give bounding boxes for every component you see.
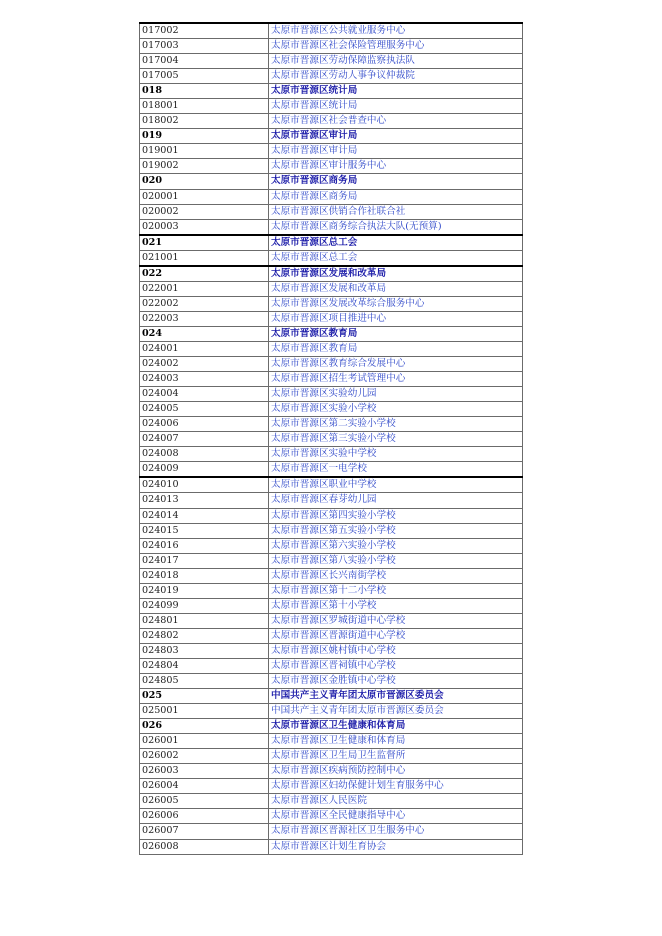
unit-name-cell: 太原市晋源区计划生育协会 <box>269 839 523 854</box>
table-row <box>140 493 523 508</box>
table-body <box>140 23 523 854</box>
department-header-row <box>140 689 523 704</box>
unit-name-cell: 太原市晋源区长兴南街学校 <box>269 568 523 583</box>
unit-code-cell: 021 <box>140 235 269 251</box>
unit-code-cell: 018002 <box>140 114 269 129</box>
table-row <box>140 387 523 402</box>
unit-name-cell: 太原市晋源区项目推进中心 <box>269 311 523 326</box>
table-row <box>140 809 523 824</box>
department-header-row <box>140 84 523 99</box>
table-row <box>140 658 523 673</box>
unit-name-cell: 太原市晋源区总工会 <box>269 250 523 266</box>
unit-code-cell: 019 <box>140 129 269 144</box>
unit-name-cell: 太原市晋源区第十二小学校 <box>269 583 523 598</box>
table-row <box>140 764 523 779</box>
unit-name-cell: 太原市晋源区第三实验小学校 <box>269 432 523 447</box>
unit-code-cell: 024015 <box>140 523 269 538</box>
unit-name-cell: 太原市晋源区社会保险管理服务中心 <box>269 39 523 54</box>
table-row <box>140 508 523 523</box>
unit-code-cell: 024 <box>140 326 269 341</box>
unit-name-cell: 太原市晋源区教育综合发展中心 <box>269 357 523 372</box>
department-header-row <box>140 326 523 341</box>
unit-name-cell: 太原市晋源区晋祠镇中心学校 <box>269 658 523 673</box>
unit-name-cell: 太原市晋源区一电学校 <box>269 462 523 478</box>
unit-code-table <box>139 22 523 855</box>
department-header-row <box>140 174 523 189</box>
department-header-row <box>140 719 523 734</box>
table-row <box>140 159 523 174</box>
table-row <box>140 613 523 628</box>
unit-name-cell: 太原市晋源区实验小学校 <box>269 402 523 417</box>
unit-code-cell: 024004 <box>140 387 269 402</box>
table-row <box>140 417 523 432</box>
unit-code-cell: 017003 <box>140 39 269 54</box>
unit-name-cell: 太原市晋源区第五实验小学校 <box>269 523 523 538</box>
unit-code-cell: 026005 <box>140 794 269 809</box>
unit-name-cell: 太原市晋源区卫生健康和体育局 <box>269 719 523 734</box>
unit-code-cell: 024008 <box>140 447 269 462</box>
unit-name-cell: 太原市晋源区发展改革综合服务中心 <box>269 296 523 311</box>
unit-name-cell: 太原市晋源区姚村镇中心学校 <box>269 643 523 658</box>
table-row <box>140 54 523 69</box>
unit-code-cell: 019002 <box>140 159 269 174</box>
unit-code-cell: 017002 <box>140 23 269 39</box>
unit-code-cell: 024001 <box>140 341 269 356</box>
unit-code-cell: 024802 <box>140 628 269 643</box>
unit-code-cell: 022001 <box>140 281 269 296</box>
unit-name-cell: 太原市晋源区统计局 <box>269 84 523 99</box>
unit-code-cell: 024006 <box>140 417 269 432</box>
unit-code-cell: 026001 <box>140 734 269 749</box>
unit-code-cell: 017005 <box>140 69 269 84</box>
unit-code-cell: 024801 <box>140 613 269 628</box>
unit-name-cell: 太原市晋源区公共就业服务中心 <box>269 23 523 39</box>
unit-code-cell: 024014 <box>140 508 269 523</box>
unit-code-cell: 025001 <box>140 704 269 719</box>
table-row <box>140 749 523 764</box>
unit-code-cell: 026003 <box>140 764 269 779</box>
unit-code-cell: 020 <box>140 174 269 189</box>
department-header-row <box>140 266 523 282</box>
table-row <box>140 372 523 387</box>
unit-name-cell: 太原市晋源区审计局 <box>269 129 523 144</box>
unit-code-cell: 018 <box>140 84 269 99</box>
unit-name-cell: 太原市晋源区审计服务中心 <box>269 159 523 174</box>
unit-name-cell: 中国共产主义青年团太原市晋源区委员会 <box>269 704 523 719</box>
unit-name-cell: 太原市晋源区商务局 <box>269 174 523 189</box>
table-row <box>140 69 523 84</box>
table-row <box>140 311 523 326</box>
unit-code-cell: 024013 <box>140 493 269 508</box>
unit-name-cell: 太原市晋源区第六实验小学校 <box>269 538 523 553</box>
table-row <box>140 583 523 598</box>
unit-name-cell: 太原市晋源区金胜镇中心学校 <box>269 674 523 689</box>
unit-code-cell: 020001 <box>140 189 269 204</box>
table-row <box>140 189 523 204</box>
unit-code-cell: 020002 <box>140 204 269 219</box>
unit-name-cell: 太原市晋源区审计局 <box>269 144 523 159</box>
table-row <box>140 824 523 839</box>
unit-code-cell: 024805 <box>140 674 269 689</box>
table-row <box>140 114 523 129</box>
unit-code-cell: 024002 <box>140 357 269 372</box>
table-row <box>140 643 523 658</box>
unit-code-cell: 018001 <box>140 99 269 114</box>
unit-name-cell: 太原市晋源区第十小学校 <box>269 598 523 613</box>
unit-name-cell: 太原市晋源区实验幼儿园 <box>269 387 523 402</box>
unit-code-cell: 022 <box>140 266 269 282</box>
unit-name-cell: 太原市晋源区教育局 <box>269 341 523 356</box>
unit-name-cell: 太原市晋源区晋源社区卫生服务中心 <box>269 824 523 839</box>
table-row <box>140 99 523 114</box>
unit-name-cell: 太原市晋源区职业中学校 <box>269 477 523 493</box>
unit-name-cell: 太原市晋源区第八实验小学校 <box>269 553 523 568</box>
table-row <box>140 628 523 643</box>
department-header-row <box>140 129 523 144</box>
unit-name-cell: 太原市晋源区罗城街道中心学校 <box>269 613 523 628</box>
unit-name-cell: 太原市晋源区总工会 <box>269 235 523 251</box>
unit-name-cell: 太原市晋源区商务局 <box>269 189 523 204</box>
unit-code-cell: 024010 <box>140 477 269 493</box>
unit-code-cell: 024003 <box>140 372 269 387</box>
unit-code-cell: 026 <box>140 719 269 734</box>
table-row <box>140 296 523 311</box>
unit-code-cell: 026004 <box>140 779 269 794</box>
unit-name-cell: 太原市晋源区第二实验小学校 <box>269 417 523 432</box>
unit-code-cell: 024007 <box>140 432 269 447</box>
table-row <box>140 598 523 613</box>
unit-name-cell: 太原市晋源区人民医院 <box>269 794 523 809</box>
unit-code-cell: 026007 <box>140 824 269 839</box>
unit-code-cell: 021001 <box>140 250 269 266</box>
table-row <box>140 734 523 749</box>
unit-name-cell: 太原市晋源区第四实验小学校 <box>269 508 523 523</box>
unit-code-cell: 020003 <box>140 219 269 235</box>
unit-name-cell: 太原市晋源区社会普查中心 <box>269 114 523 129</box>
unit-code-cell: 026002 <box>140 749 269 764</box>
table-row <box>140 568 523 583</box>
table-row <box>140 23 523 39</box>
table-row <box>140 553 523 568</box>
unit-name-cell: 太原市晋源区教育局 <box>269 326 523 341</box>
unit-name-cell: 太原市晋源区妇幼保健计划生育服务中心 <box>269 779 523 794</box>
table-row <box>140 447 523 462</box>
unit-name-cell: 太原市晋源区劳动保障监察执法队 <box>269 54 523 69</box>
unit-name-cell: 太原市晋源区招生考试管理中心 <box>269 372 523 387</box>
unit-code-cell: 026006 <box>140 809 269 824</box>
table-row <box>140 538 523 553</box>
table-row <box>140 462 523 478</box>
table-row <box>140 204 523 219</box>
table-row <box>140 39 523 54</box>
table-row <box>140 402 523 417</box>
department-header-row <box>140 235 523 251</box>
unit-code-cell: 022002 <box>140 296 269 311</box>
unit-code-cell: 024016 <box>140 538 269 553</box>
table-row <box>140 477 523 493</box>
unit-name-cell: 太原市晋源区疾病预防控制中心 <box>269 764 523 779</box>
table-row <box>140 281 523 296</box>
table-row <box>140 794 523 809</box>
table-row <box>140 523 523 538</box>
unit-name-cell: 太原市晋源区劳动人事争议仲裁院 <box>269 69 523 84</box>
unit-code-cell: 024017 <box>140 553 269 568</box>
unit-code-cell: 024018 <box>140 568 269 583</box>
unit-name-cell: 太原市晋源区全民健康指导中心 <box>269 809 523 824</box>
unit-code-cell: 019001 <box>140 144 269 159</box>
unit-code-cell: 024005 <box>140 402 269 417</box>
unit-code-cell: 024804 <box>140 658 269 673</box>
unit-name-cell: 太原市晋源区统计局 <box>269 99 523 114</box>
unit-code-cell: 026008 <box>140 839 269 854</box>
unit-name-cell: 太原市晋源区商务综合执法大队(无预算) <box>269 219 523 235</box>
table-row <box>140 779 523 794</box>
table-row <box>140 432 523 447</box>
unit-name-cell: 太原市晋源区实验中学校 <box>269 447 523 462</box>
unit-code-cell: 024099 <box>140 598 269 613</box>
table-row <box>140 704 523 719</box>
unit-name-cell: 太原市晋源区发展和改革局 <box>269 281 523 296</box>
table-row <box>140 839 523 854</box>
unit-name-cell: 太原市晋源区卫生健康和体育局 <box>269 734 523 749</box>
unit-code-cell: 024019 <box>140 583 269 598</box>
unit-code-cell: 024009 <box>140 462 269 478</box>
table-row <box>140 144 523 159</box>
table-row <box>140 674 523 689</box>
unit-name-cell: 太原市晋源区晋源街道中心学校 <box>269 628 523 643</box>
unit-code-cell: 017004 <box>140 54 269 69</box>
unit-name-cell: 中国共产主义青年团太原市晋源区委员会 <box>269 689 523 704</box>
unit-name-cell: 太原市晋源区春芽幼儿园 <box>269 493 523 508</box>
unit-name-cell: 太原市晋源区发展和改革局 <box>269 266 523 282</box>
unit-code-cell: 022003 <box>140 311 269 326</box>
unit-code-cell: 025 <box>140 689 269 704</box>
unit-name-cell: 太原市晋源区供销合作社联合社 <box>269 204 523 219</box>
unit-code-cell: 024803 <box>140 643 269 658</box>
table-row <box>140 219 523 235</box>
table-row <box>140 341 523 356</box>
table-row <box>140 357 523 372</box>
table-row <box>140 250 523 266</box>
unit-name-cell: 太原市晋源区卫生局卫生监督所 <box>269 749 523 764</box>
